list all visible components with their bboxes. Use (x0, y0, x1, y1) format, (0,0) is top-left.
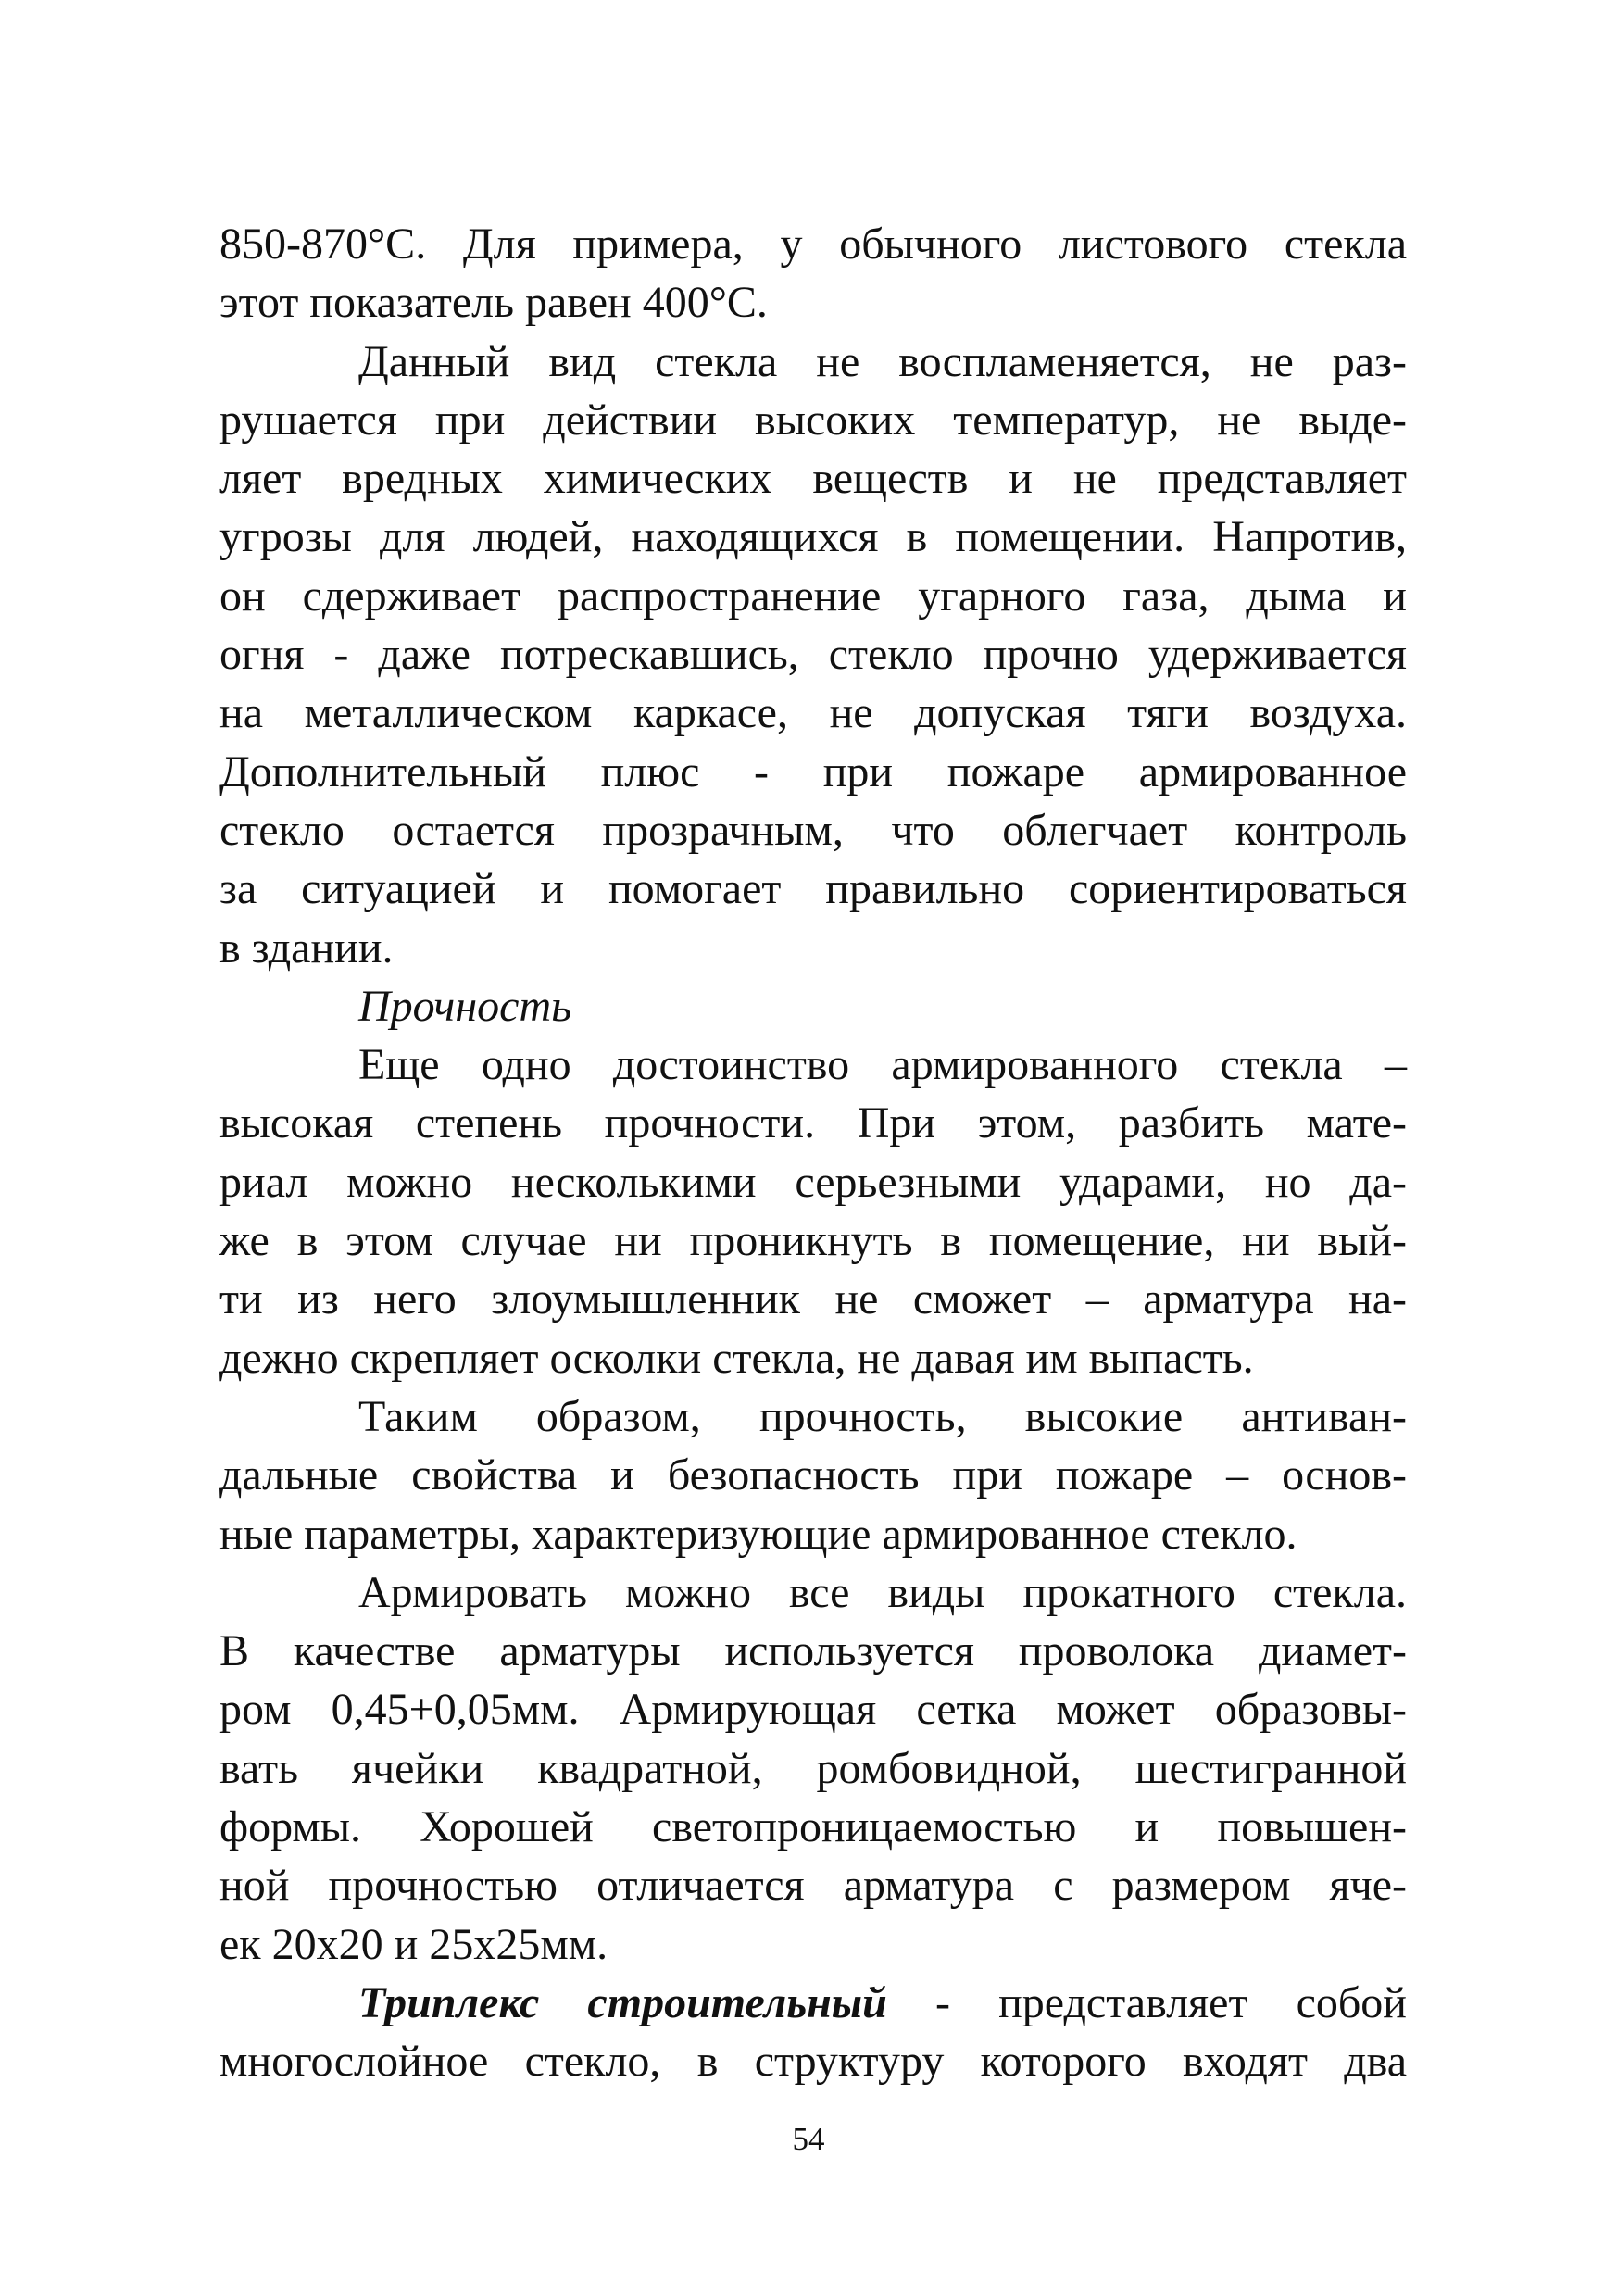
term-triplex: Триплекс строительный (358, 1977, 887, 2027)
text-line: В качестве арматуры используется проволока диамет- (219, 1626, 1407, 1676)
text-line: же в этом случае ни проникнуть в помещение, ни вый- (219, 1216, 1407, 1266)
text-line: он сдерживает распространение угарного газа, дыма и (219, 571, 1407, 621)
text-line: ром 0,45+0,05мм. Армирующая сетка может образовы- (219, 1685, 1407, 1735)
text-line: огня - даже потрескавшись, стекло прочно удерживается (219, 630, 1407, 680)
text-line: на металлическом каркасе, не допуская тяги воздуха. (219, 688, 1407, 738)
text-line: высокая степень прочности. При этом, разбить мате- (219, 1098, 1407, 1148)
text-line: Таким образом, прочность, высокие антиван- (358, 1391, 1407, 1441)
text-line: ек 20х20 и 25х25мм. (219, 1919, 608, 1969)
text-line: за ситуацией и помогает правильно сориентироваться (219, 864, 1407, 914)
text-line: этот показатель равен 400°С. (219, 278, 768, 328)
text-line: в здании. (219, 922, 394, 972)
text-line: ляет вредных химических веществ и не представляет (219, 454, 1407, 504)
text-line: формы. Хорошей светопроницаемостью и повышен- (219, 1802, 1407, 1852)
text-line: многослойное стекло, в структуру которого входят два (219, 2037, 1407, 2087)
text-line: угрозы для людей, находящихся в помещении. Напротив, (219, 512, 1407, 562)
text-line: Армировать можно все виды прокатного стекла. (358, 1567, 1407, 1617)
text-line: ные параметры, характеризующие армированное стекло. (219, 1509, 1297, 1559)
text-line: Данный вид стекла не воспламеняется, не раз- (358, 336, 1407, 386)
body-text (219, 215, 1407, 2091)
text-line (219, 1974, 1407, 2032)
text-line: вать ячейки квадратной, ромбовидной, шестигранной (219, 1743, 1407, 1793)
text-line: дальные свойства и безопасность при пожаре – основ- (219, 1450, 1407, 1500)
text-line: ти из него злоумышленник не сможет – арматура на- (219, 1274, 1407, 1324)
text-line: ной прочностью отличается арматура с размером яче- (219, 1861, 1407, 1911)
text-line: дежно скрепляет осколки стекла, не давая им выпасть. (219, 1333, 1254, 1383)
term-definition: - представляет собой (886, 1977, 1407, 2027)
text-line: стекло остается прозрачным, что облегчает контроль (219, 805, 1407, 855)
section-heading: Прочность (358, 981, 571, 1031)
page-number: 54 (792, 2121, 825, 2157)
text-line: риал можно несколькими серьезными ударами, но да- (219, 1157, 1407, 1207)
text-line: рушается при действии высоких температур, не выде- (219, 395, 1407, 445)
text-line: 850-870°С. Для примера, у обычного листового стекла (219, 220, 1407, 269)
text-line: Еще одно достоинство армированного стекла – (358, 1040, 1407, 1090)
text-line: Дополнительный плюс - при пожаре армированное (219, 747, 1407, 797)
